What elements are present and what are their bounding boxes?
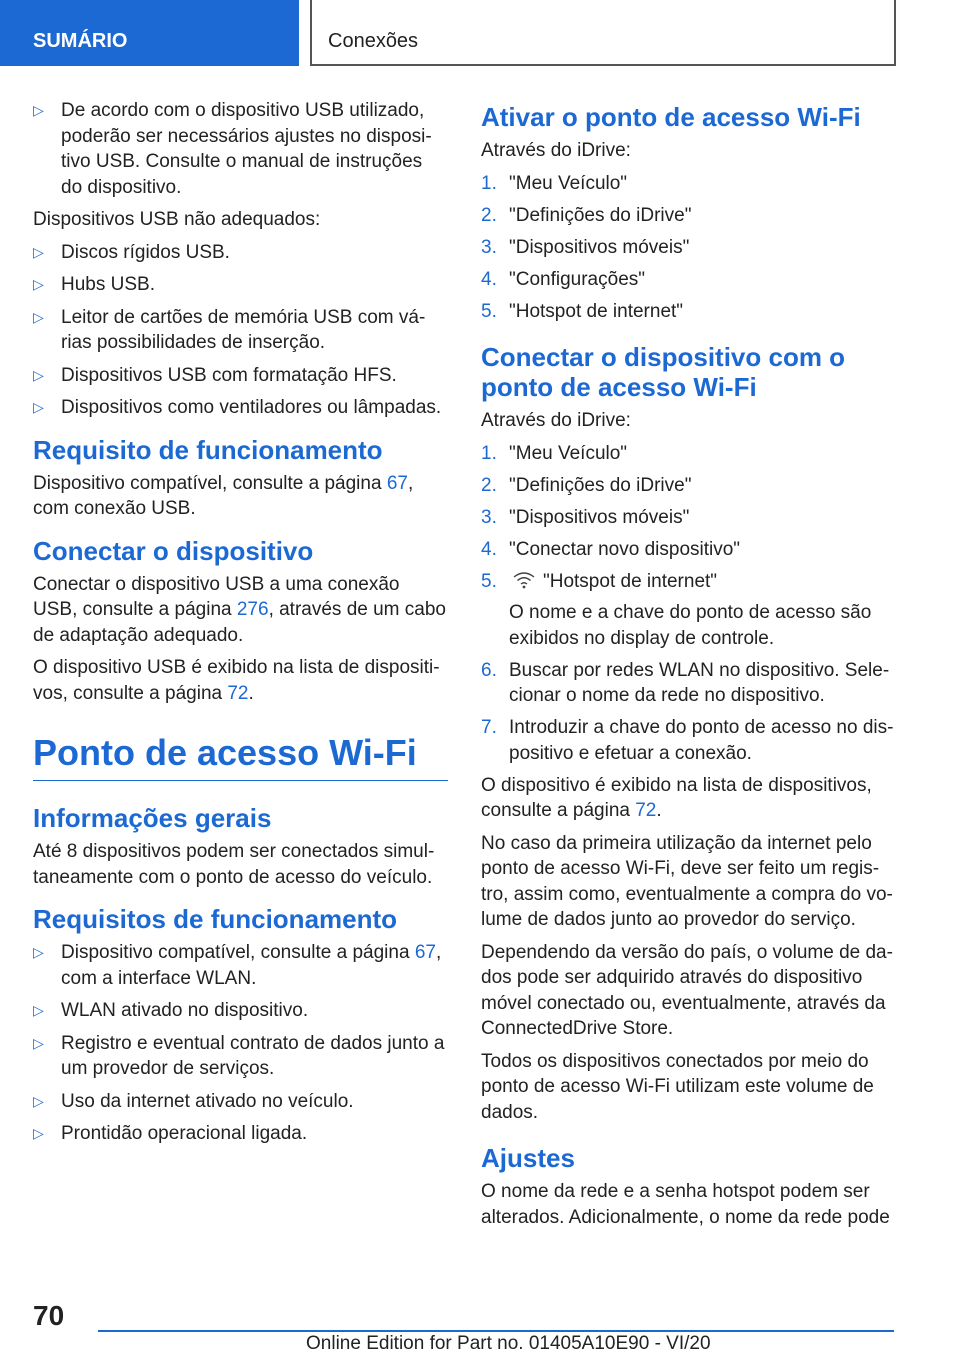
- requirements-list: [33, 940, 448, 1147]
- list-item: ▷ Uso da internet ativado no veículo.: [33, 1089, 448, 1115]
- list-item: ▷ De acordo com o dispositivo USB utilizado, poderão ser necessários ajustes no disposi- tivo USB. Consulte o manual de instruções do dispositivo.: [33, 100, 432, 198]
- wifi-icon: [513, 571, 535, 589]
- triangle-bullet-icon: ▷: [33, 276, 44, 292]
- list-item: 5. "Hotspot de internet": [481, 300, 684, 322]
- triangle-bullet-icon: ▷: [33, 1002, 44, 1018]
- page-link[interactable]: 67: [414, 942, 436, 963]
- via-idrive-label: Através do iDrive:: [481, 140, 631, 161]
- list-item: ▷ Registro e eventual contrato de dados junto a um provedor de serviços.: [33, 1032, 445, 1079]
- footer-edition: Online Edition for Part no. 01405A10E90 - VI/20: [306, 1333, 711, 1354]
- intro-list: [33, 98, 448, 200]
- display-text: O dispositivo USB é exibido na lista de dispositi- vos, consulte a página 72.: [33, 657, 440, 704]
- step-note: O nome e a chave do ponto de acesso são exibidos no display de controle.: [509, 602, 872, 649]
- country-text: Dependendo da versão do país, o volume de da- dos pode ser adquirido através do dispositivo móvel conectado ou, eventualmente, através da ConnectedDrive Store.: [481, 941, 893, 1039]
- first-use-text: No caso da primeira utilização da internet pelo ponto de acesso Wi-Fi, deve ser feito um regis- tro, assim como, eventualmente a compra do vo- lume de dados junto ao provedor do serviço.: [481, 832, 893, 930]
- list-item: ▷ Dispositivo compatível, consulte a página 67, com a interface WLAN.: [33, 942, 442, 989]
- list-item: ▷ Discos rígidos USB.: [33, 240, 448, 266]
- page-header: [0, 0, 960, 66]
- section-tab[interactable]: Conexões: [310, 0, 896, 66]
- list-item: 4. "Configurações": [481, 268, 646, 290]
- requirement-text: Dispositivo compatível, consulte a página 67, com conexão USB.: [33, 472, 414, 519]
- list-item: 2. "Definições do iDrive": [481, 474, 692, 496]
- list-item: 7. Introduzir a chave do ponto de acesso no dis- positivo e efetuar a conexão.: [481, 717, 894, 764]
- triangle-bullet-icon: ▷: [33, 1125, 44, 1141]
- list-item: ▷ Prontidão operacional ligada.: [33, 1121, 448, 1147]
- triangle-bullet-icon: ▷: [33, 1034, 44, 1051]
- triangle-bullet-icon: ▷: [33, 399, 44, 415]
- page-link[interactable]: 276: [236, 599, 269, 620]
- list-item: 1. "Meu Veículo": [481, 442, 628, 464]
- list-item: 1. "Meu Veículo": [481, 172, 628, 194]
- list-item: ▷ WLAN ativado no dispositivo.: [33, 998, 448, 1024]
- settings-heading: Ajustes: [481, 1143, 575, 1173]
- page-link[interactable]: 72: [635, 800, 657, 821]
- triangle-bullet-icon: ▷: [33, 366, 44, 383]
- left-column: [33, 98, 448, 1154]
- settings-text: O nome da rede e a senha hotspot podem ser alterados. Adicionalmente, o nome da rede pode: [481, 1181, 890, 1228]
- device-list-text: O dispositivo é exibido na lista de dispositivos, consulte a página 72.: [481, 774, 872, 821]
- list-item: ▷ Hubs USB.: [33, 272, 448, 298]
- list-item: 2. "Definições do iDrive": [481, 204, 692, 226]
- summary-tab[interactable]: SUMÁRIO: [0, 0, 299, 66]
- connect-device-heading: Conectar o dispositivo com o ponto de acesso Wi-Fi: [481, 342, 846, 402]
- list-item: 3. "Dispositivos móveis": [481, 236, 690, 258]
- connect-steps: [481, 441, 896, 767]
- triangle-bullet-icon: ▷: [33, 102, 44, 118]
- right-column: [481, 98, 896, 1237]
- all-devices-text: Todos os dispositivos conectados por meio do ponto de acesso Wi-Fi utilizam este volume de dados.: [481, 1050, 874, 1123]
- unsuitable-list: [33, 240, 448, 421]
- list-item: ▷ Dispositivos USB com formatação HFS.: [33, 363, 448, 389]
- list-item: 6. Buscar por redes WLAN no dispositivo. Sele- cionar o nome da rede no dispositivo.: [481, 659, 890, 706]
- triangle-bullet-icon: ▷: [33, 944, 44, 960]
- list-item: 5. "Hotspot de internet" O nome e a chave do ponto de acesso são exibidos no display de controle.: [481, 569, 896, 652]
- page-link[interactable]: 67: [386, 472, 408, 494]
- general-info-text: Até 8 dispositivos podem ser conectados simul- taneamente com o ponto de acesso do veículo.: [33, 841, 435, 888]
- wifi-hotspot-heading: Ponto de acesso Wi-Fi: [33, 732, 448, 781]
- list-item: 3. "Dispositivos móveis": [481, 506, 690, 528]
- triangle-bullet-icon: ▷: [33, 308, 44, 325]
- page-link[interactable]: 72: [227, 682, 249, 704]
- connect-heading: Conectar o dispositivo: [33, 535, 314, 566]
- page-number: 70: [33, 1300, 65, 1331]
- connect-text: Conectar o dispositivo USB a uma conexão USB, consulte a página 276, através de um cabo de adaptação adequado.: [33, 573, 446, 646]
- list-item: ▷ Dispositivos como ventiladores ou lâmpadas.: [33, 395, 448, 421]
- unsuitable-label: Dispositivos USB não adequados:: [33, 209, 321, 230]
- footer-divider: [98, 1330, 894, 1332]
- list-item: ▷ Leitor de cartões de memória USB com vá- rias possibilidades de inserção.: [33, 306, 426, 353]
- activate-hotspot-heading: Ativar o ponto de acesso Wi-Fi: [481, 102, 861, 132]
- triangle-bullet-icon: ▷: [33, 1092, 44, 1109]
- requirements-heading: Requisitos de funcionamento: [33, 904, 398, 934]
- triangle-bullet-icon: ▷: [33, 243, 44, 260]
- list-item: 4. "Conectar novo dispositivo": [481, 538, 741, 560]
- via-idrive-label: Através do iDrive:: [481, 410, 631, 431]
- activate-steps: [481, 171, 896, 325]
- requirement-heading: Requisito de funcionamento: [33, 434, 383, 465]
- general-info-heading: Informações gerais: [33, 803, 272, 833]
